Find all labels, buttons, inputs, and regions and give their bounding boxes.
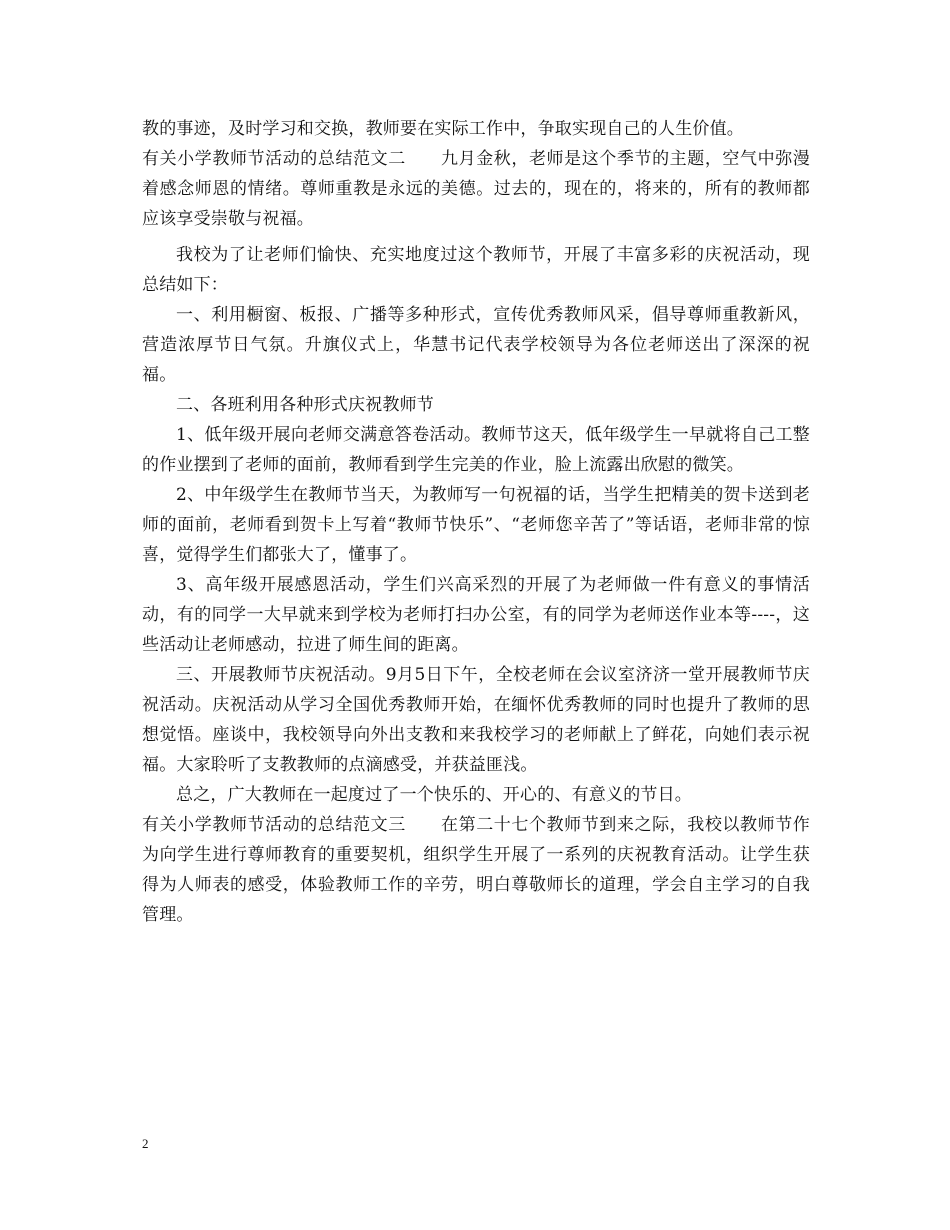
paragraph-intro: 我校为了让老师们愉快、充实地度过这个教师节，开展了丰富多彩的庆祝活动，现总结如下： <box>142 245 810 295</box>
paragraph-subitem-one: 1、低年级开展向老师交满意答卷活动。教师节这天，低年级学生一早就将自己工整的作业摆到了老师的面前，教师看到学生完美的作业，脸上流露出欣慰的微笑。 <box>142 425 810 475</box>
paragraph-subitem-two: 2、中年级学生在教师节当天，为教师写一句祝福的话，当学生把精美的贺卡送到老师的面前，老师看到贺卡上写着“教师节快乐”、“老师您辛苦了”等话语，老师非常的惊喜，觉得学生们都张大了，懂事了。 <box>142 485 810 565</box>
paragraph-continuation: 教的事迹，及时学习和交换，教师要在实际工作中，争取实现自己的人生价值。 <box>142 119 744 139</box>
paragraph-section-two-heading: 有关小学教师节活动的总结范文二 九月金秋，老师是这个季节的主题，空气中弥漫着感念师恩的情绪。尊师重教是永远的美德。过去的，现在的，将来的，所有的教师都应该享受崇敬与祝福。 <box>142 149 810 229</box>
paragraph-summary: 总之，广大教师在一起度过了一个快乐的、开心的、有意义的节日。 <box>176 785 692 805</box>
paragraph-subitem-three: 3、高年级开展感恩活动，学生们兴高采烈的开展了为老师做一件有意义的事情活动，有的同学一大早就来到学校为老师打扫办公室，有的同学为老师送作业本等----，这些活动让老师感动，拉进了师生间的距离。 <box>142 575 810 655</box>
paragraph-item-one: 一、利用橱窗、板报、广播等多种形式，宣传优秀教师风采，倡导尊师重教新风，营造浓厚节日气氛。升旗仪式上，华慧书记代表学校领导为各位老师送出了深深的祝福。 <box>142 305 810 385</box>
page-number: 2 <box>142 1136 149 1151</box>
paragraph-section-three-heading: 有关小学教师节活动的总结范文三 在第二十七个教师节到来之际，我校以教师节作为向学生进行尊师教育的重要契机，组织学生开展了一系列的庆祝教育活动。让学生获得为人师表的感受，体验教师工作的辛劳，明白尊敬师长的道理，学会自主学习的自我管理。 <box>142 815 810 925</box>
paragraph-item-three: 三、开展教师节庆祝活动。9月5日下午，全校老师在会议室济济一堂开展教师节庆祝活动。庆祝活动从学习全国优秀教师开始，在缅怀优秀教师的同时也提升了教师的思想觉悟。座谈中，我校领导向外出支教和来我校学习的老师献上了鲜花，向她们表示祝福。大家聆听了支教教师的点滴感受，并获益匪浅。 <box>142 665 810 775</box>
paragraph-item-two-heading: 二、各班利用各种形式庆祝教师节 <box>176 395 434 415</box>
body-text <box>142 114 810 930</box>
